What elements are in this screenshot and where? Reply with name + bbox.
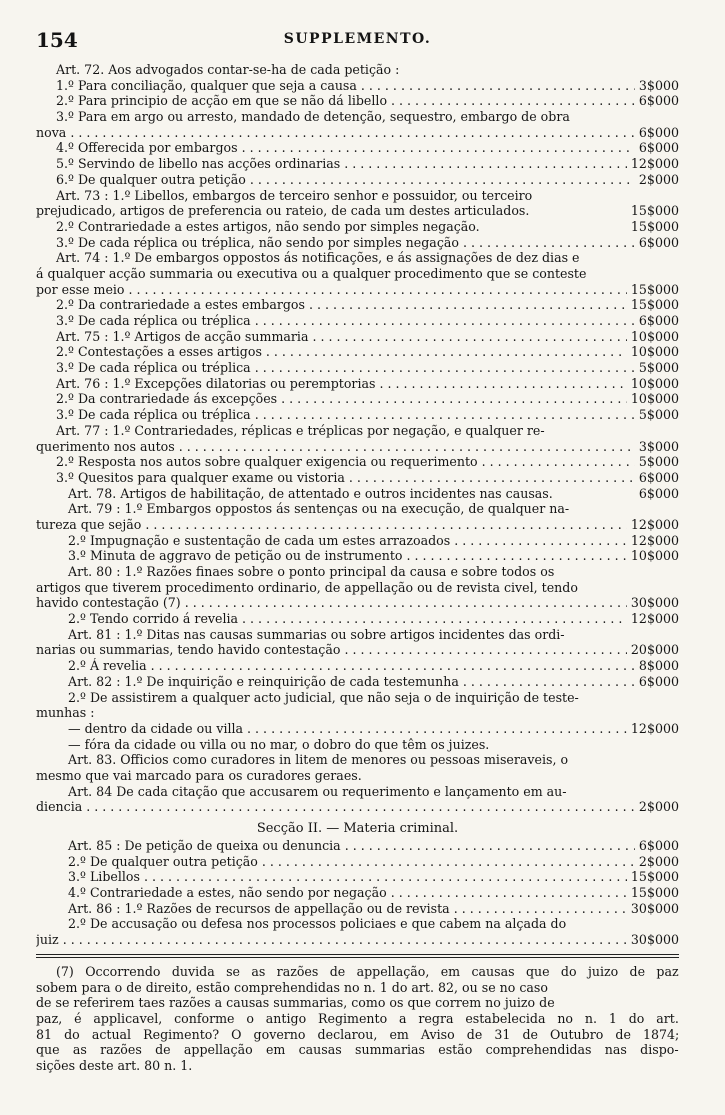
fee-amount: 12$000 bbox=[630, 720, 679, 736]
fee-amount: 15$000 bbox=[630, 281, 679, 297]
dot-leader bbox=[250, 172, 635, 188]
footnote_lines-line bbox=[36, 980, 679, 996]
lines-line bbox=[36, 799, 679, 815]
criminal-tariff-list bbox=[36, 838, 679, 948]
lines-line bbox=[36, 188, 679, 204]
lines-line bbox=[36, 768, 679, 784]
dot-leader bbox=[391, 885, 627, 901]
fee-amount: 5$000 bbox=[638, 454, 679, 470]
lines-line bbox=[36, 611, 679, 627]
lines-text: 2.º Da contrariedade ás excepções bbox=[56, 391, 278, 407]
lines-text: 2.º Da contrariedade a estes embargos bbox=[56, 297, 305, 313]
dot-leader bbox=[86, 799, 635, 815]
fee-amount: 30$000 bbox=[630, 900, 679, 916]
page-number: 154 bbox=[36, 28, 78, 52]
section_lines-line bbox=[36, 901, 679, 917]
lines-line bbox=[36, 501, 679, 517]
lines-line bbox=[36, 627, 679, 643]
lines-line bbox=[36, 360, 679, 376]
lines-text: 2.º Para principio de acção em que se não dá libello bbox=[56, 93, 388, 109]
dot-leader bbox=[406, 548, 626, 564]
fee-amount: 12$000 bbox=[630, 611, 679, 627]
dot-leader bbox=[379, 376, 626, 392]
lines-text: Art. 72. Aos advogados contar-se-ha de cada petição : bbox=[56, 62, 400, 77]
fee-amount: 2$000 bbox=[638, 853, 679, 869]
lines-text: 6.º De qualquer outra petição bbox=[56, 171, 246, 187]
fee-amount: 2$000 bbox=[638, 171, 679, 187]
lines-text: prejudicado, artigos de preferencia ou rateio, de cada um destes articulados. bbox=[36, 203, 530, 219]
fee-amount: 6$000 bbox=[638, 313, 679, 328]
footnote_lines-text: sobem para o de direito, estão comprehendidas no n. 1 do art. 82, ou se no caso bbox=[36, 979, 548, 995]
footnote_lines-text: que as razões de appellação em causas summarias estão comprehendidas nas dispo- bbox=[36, 1042, 679, 1058]
section_lines-line bbox=[36, 885, 679, 901]
page-header bbox=[36, 28, 679, 52]
lines-line bbox=[36, 595, 679, 611]
lines-line bbox=[36, 250, 679, 266]
lines-line bbox=[36, 203, 679, 219]
lines-text: Art. 82 : 1.º De inquirição e reinquirição de cada testemunha bbox=[68, 673, 459, 689]
dot-leader bbox=[129, 282, 627, 298]
lines-line bbox=[36, 642, 679, 658]
dot-leader bbox=[255, 360, 635, 376]
dot-leader bbox=[242, 140, 635, 156]
dot-leader bbox=[255, 407, 635, 423]
lines-line bbox=[36, 235, 679, 251]
section-heading: Secção II. — Materia criminal. bbox=[256, 821, 459, 836]
section_lines-line bbox=[36, 932, 679, 948]
lines-line bbox=[36, 752, 679, 768]
lines-line bbox=[36, 376, 679, 392]
running-title: SUPPLEMENTO. bbox=[283, 31, 432, 47]
footnote_lines-line bbox=[36, 964, 679, 980]
lines-line bbox=[36, 423, 679, 439]
page-body bbox=[36, 62, 679, 1074]
lines-text: nova bbox=[36, 124, 67, 140]
footnote_lines-line bbox=[36, 1011, 679, 1027]
section_lines-line bbox=[36, 869, 679, 885]
lines-text: querimento nos autos bbox=[36, 438, 175, 454]
lines-line bbox=[36, 109, 679, 125]
lines-line bbox=[36, 439, 679, 455]
fee-amount: 15$000 bbox=[630, 218, 679, 234]
fee-amount: 30$000 bbox=[630, 595, 679, 611]
dot-leader bbox=[391, 93, 635, 109]
lines-text: Art. 78. Artigos de habilitação, de attentado e outros incidentes nas causas. bbox=[68, 485, 553, 501]
section_lines-text: 2.º De accusação ou defesa nos processos policiaes e que cabem na alçada do bbox=[68, 916, 567, 932]
fee-amount: 15$000 bbox=[630, 869, 679, 885]
section_lines-line bbox=[36, 916, 679, 932]
lines-text: 1.º Para conciliação, qualquer que seja a causa bbox=[56, 77, 357, 93]
lines-line bbox=[36, 533, 679, 549]
lines-text: — dentro da cidade ou villa bbox=[68, 720, 244, 736]
dot-leader bbox=[70, 125, 635, 141]
lines-text: diencia bbox=[36, 799, 83, 815]
fee-amount: 6$000 bbox=[638, 93, 679, 109]
lines-line bbox=[36, 721, 679, 737]
dot-leader bbox=[262, 854, 635, 870]
fee-amount: 5$000 bbox=[638, 407, 679, 423]
dot-leader bbox=[454, 901, 627, 917]
dot-leader bbox=[361, 78, 635, 94]
lines-line bbox=[36, 125, 679, 141]
lines-text: Art. 76 : 1.º Excepções dilatorias ou peremptorias bbox=[56, 375, 376, 391]
dot-leader bbox=[255, 313, 635, 329]
fee-amount: 15$000 bbox=[630, 297, 679, 313]
section_lines-text: 3.º Libellos bbox=[68, 869, 140, 885]
lines-line bbox=[36, 784, 679, 800]
lines-text: 2.º Á revelia bbox=[68, 658, 147, 674]
section_lines-text: 2.º De qualquer outra petição bbox=[68, 853, 258, 869]
lines-text: á qualquer acção summaria ou executiva ou a qualquer procedimento que se conteste bbox=[36, 265, 587, 281]
dot-leader bbox=[63, 932, 627, 948]
fee-amount: 10$000 bbox=[630, 548, 679, 564]
fee-amount: 3$000 bbox=[638, 77, 679, 93]
fee-amount: 12$000 bbox=[630, 532, 679, 548]
footnote bbox=[36, 964, 679, 1074]
footnote_lines-text: paz, é applicavel, conforme o antigo Regimento a regra estabelecida no n. 1 do art. bbox=[36, 1010, 679, 1026]
dot-leader bbox=[247, 721, 627, 737]
lines-line bbox=[36, 219, 679, 235]
lines-text: Art. 73 : 1.º Libellos, embargos de terceiro senhor e possuidor, ou terceiro bbox=[56, 187, 533, 203]
dot-leader bbox=[349, 470, 635, 486]
fee-amount: 12$000 bbox=[630, 156, 679, 172]
fee-amount: 6$000 bbox=[638, 234, 679, 250]
lines-text: 4.º Offerecida por embargos bbox=[56, 140, 238, 156]
dot-leader bbox=[454, 533, 627, 549]
footnote-rule bbox=[36, 954, 679, 955]
dot-leader bbox=[281, 391, 627, 407]
lines-line bbox=[36, 564, 679, 580]
fee-amount: 2$000 bbox=[638, 799, 679, 815]
lines-text: Art. 74 : 1.º De embargos oppostos ás notificações, e ás assignações de dez dias e bbox=[56, 250, 580, 266]
lines-line bbox=[36, 156, 679, 172]
lines-line bbox=[36, 674, 679, 690]
lines-text: 3.º Minuta de aggravo de petição ou de instrumento bbox=[68, 548, 403, 564]
lines-line bbox=[36, 266, 679, 282]
fee-amount: 10$000 bbox=[630, 375, 679, 391]
footnote-rule-double bbox=[36, 957, 679, 958]
section_lines-line bbox=[36, 854, 679, 870]
lines-line bbox=[36, 172, 679, 188]
lines-text: havido contestação (7) bbox=[36, 595, 181, 611]
lines-text: 3.º De cada réplica ou tréplica, não sendo por simples negação bbox=[56, 234, 459, 250]
dot-leader bbox=[344, 642, 626, 658]
dot-leader bbox=[482, 454, 635, 470]
lines-text: 2.º Resposta nos autos sobre qualquer exigencia ou requerimento bbox=[56, 454, 478, 470]
lines-text: 5.º Servindo de libello nas acções ordinarias bbox=[56, 156, 341, 172]
lines-text: Art. 75 : 1.º Artigos de acção summaria bbox=[56, 328, 309, 344]
fee-amount: 15$000 bbox=[630, 203, 679, 219]
footnote_lines-text: sições deste art. 80 n. 1. bbox=[36, 1057, 193, 1073]
dot-leader bbox=[344, 156, 627, 172]
fee-amount: 6$000 bbox=[638, 673, 679, 689]
dot-leader bbox=[266, 344, 627, 360]
fee-amount: 6$000 bbox=[638, 469, 679, 485]
footnote_lines-line bbox=[36, 1027, 679, 1043]
lines-text: 2.º Contestações a esses artigos bbox=[56, 344, 262, 360]
section_lines-text: juiz bbox=[36, 932, 59, 948]
dot-leader bbox=[151, 658, 635, 674]
lines-text: artigos que tiverem procedimento ordinario, de appellação ou de revista civel, tendo bbox=[36, 579, 578, 595]
lines-text: 3.º De cada réplica ou tréplica bbox=[56, 360, 251, 376]
lines-line bbox=[36, 486, 679, 502]
lines-text: Art. 79 : 1.º Embargos oppostos ás sentenças ou na execução, de qualquer na- bbox=[68, 501, 570, 517]
lines-line bbox=[36, 78, 679, 94]
lines-text: 2.º Tendo corrido á revelia bbox=[68, 611, 239, 627]
section_lines-text: Art. 86 : 1.º Razões de recursos de appellação ou de revista bbox=[68, 900, 450, 916]
section_lines-text: Art. 85 : De petição de queixa ou denuncia bbox=[68, 838, 341, 853]
lines-line bbox=[36, 470, 679, 486]
lines-text: tureza que sejão bbox=[36, 516, 142, 532]
lines-text: Art. 77 : 1.º Contrariedades, réplicas e tréplicas por negação, e qualquer re- bbox=[56, 422, 545, 438]
footnote_lines-text: (7) Occorrendo duvida se as razões de appellação, em causas que do juizo de paz bbox=[56, 963, 679, 979]
footnote_lines-line bbox=[36, 1042, 679, 1058]
fee-amount: 6$000 bbox=[638, 485, 679, 501]
dot-leader bbox=[345, 838, 635, 854]
lines-line bbox=[36, 140, 679, 156]
lines-text: 3.º Quesitos para qualquer exame ou vistoria bbox=[56, 469, 345, 485]
section_lines-text: 4.º Contrariedade a estes, não sendo por negação bbox=[68, 885, 387, 901]
lines-line bbox=[36, 297, 679, 313]
lines-text: 3.º De cada réplica ou tréplica bbox=[56, 313, 251, 328]
footnote_lines-line bbox=[36, 1058, 679, 1074]
lines-text: 3.º De cada réplica ou tréplica bbox=[56, 407, 251, 423]
dot-leader bbox=[144, 869, 627, 885]
lines-text: — fóra da cidade ou villa ou no mar, o dobro do que têm os juizes. bbox=[68, 736, 490, 752]
lines-text: Art. 81 : 1.º Ditas nas causas summarias ou sobre artigos incidentes das ordi- bbox=[68, 626, 565, 642]
lines-line bbox=[36, 313, 679, 329]
lines-text: 2.º De assistirem a qualquer acto judicial, que não seja o de inquirição de teste- bbox=[68, 689, 579, 705]
fee-amount: 10$000 bbox=[630, 344, 679, 360]
fee-amount: 10$000 bbox=[630, 391, 679, 407]
dot-leader bbox=[145, 517, 627, 533]
lines-text: narias ou summarias, tendo havido contestação bbox=[36, 642, 341, 658]
footnote_lines-text: 81 do actual Regimento? O governo declarou, em Aviso de 31 de Outubro de 1874; bbox=[36, 1026, 679, 1042]
lines-line bbox=[36, 93, 679, 109]
fee-amount: 20$000 bbox=[630, 642, 679, 658]
fee-amount: 8$000 bbox=[638, 658, 679, 674]
fee-amount: 5$000 bbox=[638, 360, 679, 376]
dot-leader bbox=[312, 329, 626, 345]
dot-leader bbox=[309, 297, 627, 313]
lines-line bbox=[36, 658, 679, 674]
lines-line bbox=[36, 282, 679, 298]
lines-text: munhas : bbox=[36, 705, 95, 721]
dot-leader bbox=[463, 674, 635, 690]
lines-text: Art. 83. Officios como curadores in litem de menores ou pessoas miseraveis, o bbox=[68, 752, 569, 768]
lines-line bbox=[36, 454, 679, 470]
lines-line bbox=[36, 548, 679, 564]
tariff-list bbox=[36, 62, 679, 815]
lines-line bbox=[36, 62, 679, 78]
lines-text: por esse meio bbox=[36, 281, 125, 297]
fee-amount: 10$000 bbox=[630, 328, 679, 344]
lines-line bbox=[36, 517, 679, 533]
dot-leader bbox=[185, 595, 627, 611]
lines-line bbox=[36, 391, 679, 407]
lines-text: Art. 80 : 1.º Razões finaes sobre o ponto principal da causa e sobre todos os bbox=[68, 564, 555, 579]
fee-amount: 6$000 bbox=[638, 838, 679, 853]
lines-text: Art. 84 De cada citação que accusarem ou requerimento e lançamento em au- bbox=[68, 783, 567, 799]
fee-amount: 3$000 bbox=[638, 438, 679, 454]
footnote_lines-line bbox=[36, 995, 679, 1011]
lines-line bbox=[36, 737, 679, 753]
section_lines-line bbox=[36, 838, 679, 854]
lines-line bbox=[36, 407, 679, 423]
fee-amount: 30$000 bbox=[630, 932, 679, 948]
fee-amount: 12$000 bbox=[630, 516, 679, 532]
lines-line bbox=[36, 580, 679, 596]
fee-amount: 6$000 bbox=[638, 124, 679, 140]
lines-line bbox=[36, 329, 679, 345]
lines-line bbox=[36, 705, 679, 721]
fee-amount: 6$000 bbox=[638, 140, 679, 156]
lines-text: 2.º Impugnação e sustentação de cada um estes arrazoados bbox=[68, 532, 451, 548]
lines-line bbox=[36, 344, 679, 360]
lines-text: 2.º Contrariedade a estes artigos, não sendo por simples negação. bbox=[56, 218, 480, 234]
lines-text: 3.º Para em argo ou arresto, mandado de detenção, sequestro, embargo de obra bbox=[56, 109, 570, 125]
dot-leader bbox=[242, 611, 627, 627]
dot-leader bbox=[463, 235, 635, 251]
footnote_lines-text: de se referirem taes razões a causas summarias, como os que correm no juizo de bbox=[36, 995, 555, 1011]
lines-text: mesmo que vai marcado para os curadores geraes. bbox=[36, 767, 362, 783]
dot-leader bbox=[179, 439, 635, 455]
fee-amount: 15$000 bbox=[630, 885, 679, 901]
lines-line bbox=[36, 690, 679, 706]
